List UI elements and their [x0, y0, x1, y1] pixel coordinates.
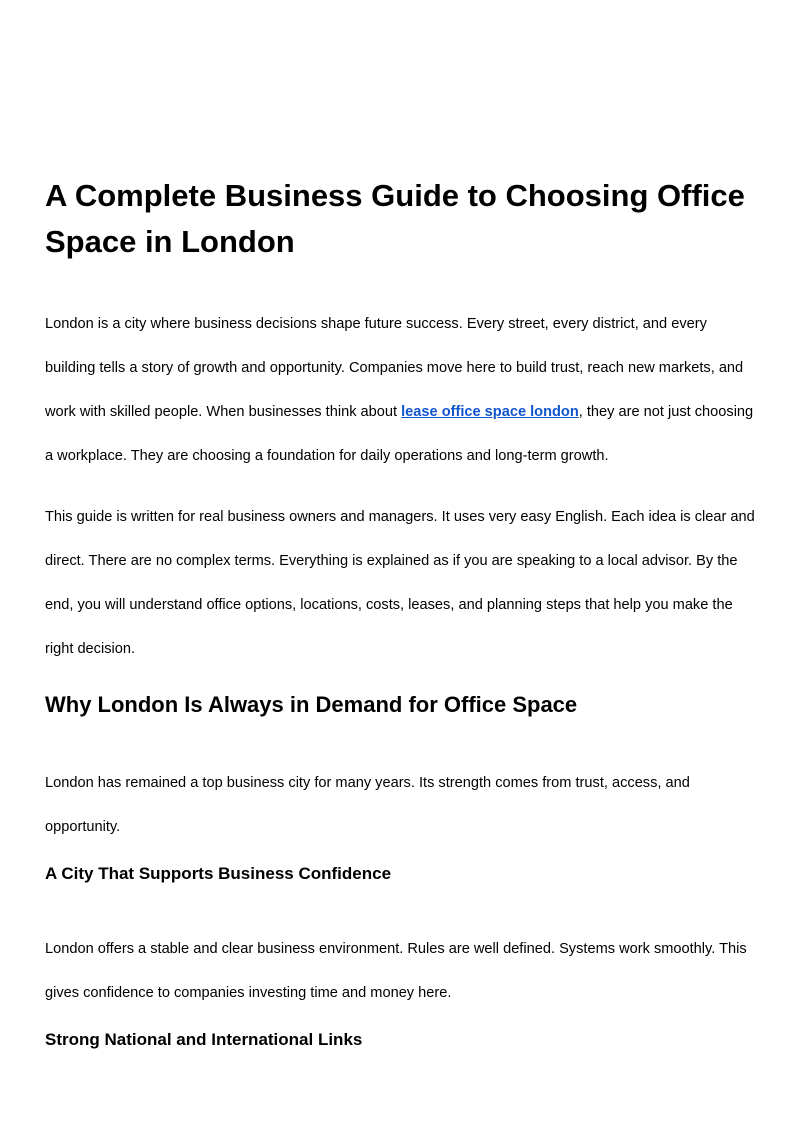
- subsection1-paragraph: [45, 927, 761, 1015]
- section1-line-1: London has remained a top business city for many years. Its strength comes from trust, access, and: [45, 775, 690, 791]
- subsection1-line-1: London offers a stable and clear business environment. Rules are well defined. Systems work smoothly. This: [45, 941, 747, 957]
- guide-line-1: This guide is written for real business owners and managers. It uses very easy English. Each idea is clear and: [45, 509, 755, 525]
- intro-line-3-after: , they are not just choosing: [578, 404, 754, 420]
- lease-office-space-link[interactable]: lease office space london: [401, 404, 579, 420]
- guide-line-3: end, you will understand office options, locations, costs, leases, and planning steps that help you make the: [45, 597, 733, 613]
- section1-line-2: opportunity.: [45, 819, 121, 835]
- guide-line-2: direct. There are no complex terms. Everything is explained as if you are speaking to a local advisor. By the: [45, 553, 738, 569]
- intro-line-2: building tells a story of growth and opportunity. Companies move here to build trust, reach new markets, and: [45, 360, 744, 376]
- intro-line-3-before: work with skilled people. When businesses think about: [45, 404, 402, 420]
- guide-paragraph: [45, 495, 761, 671]
- subsection-heading-international-links: Strong National and International Links: [45, 1030, 363, 1049]
- guide-line-4: right decision.: [45, 641, 136, 657]
- intro-line-4: a workplace. They are choosing a foundation for daily operations and long-term growth.: [45, 448, 609, 464]
- section1-paragraph: [45, 761, 761, 849]
- subsection1-line-2: gives confidence to companies investing time and money here.: [45, 985, 452, 1001]
- section-heading-why-london: Why London Is Always in Demand for Office Space: [45, 692, 578, 717]
- subsection-heading-business-confidence: A City That Supports Business Confidence: [45, 864, 392, 883]
- article-title: A Complete Business Guide to Choosing Office Space in London: [45, 178, 745, 259]
- intro-paragraph: [45, 302, 761, 478]
- intro-line-3: [45, 390, 761, 434]
- intro-line-1: London is a city where business decisions shape future success. Every street, every district, and every: [45, 316, 707, 332]
